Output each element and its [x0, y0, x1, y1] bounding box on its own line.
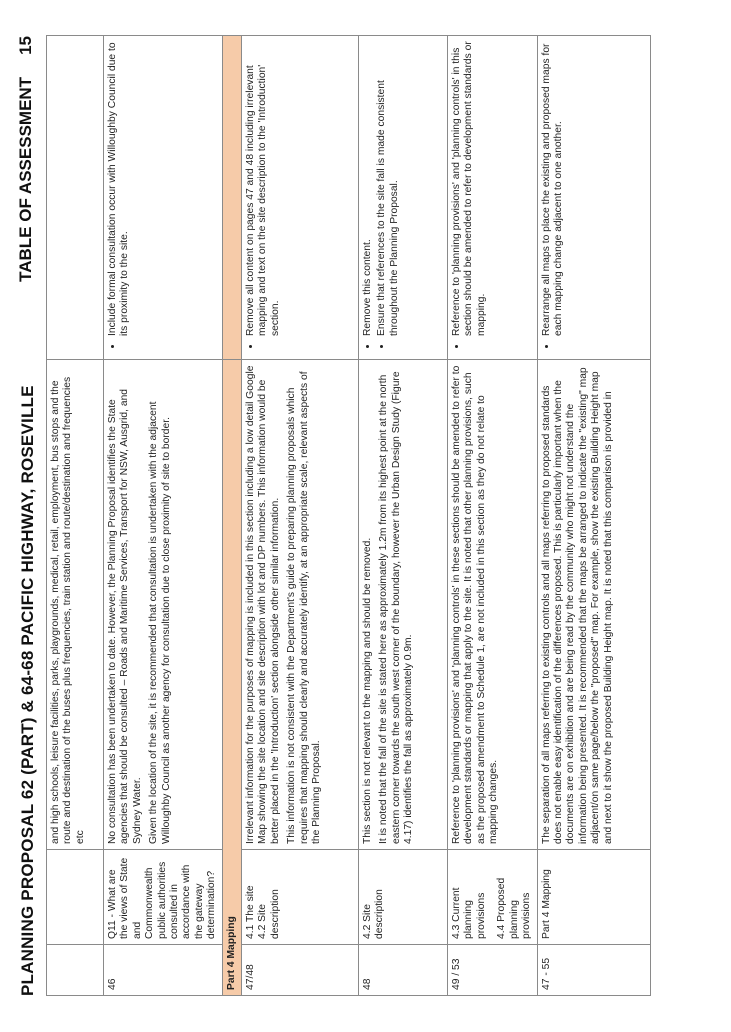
section-heading-blank [222, 36, 241, 360]
comment-cell [448, 360, 537, 850]
page-header [6, 36, 46, 996]
recommendation-cell [359, 36, 448, 360]
item-text: 4.1 The site [245, 885, 257, 939]
page-ref-cell [47, 945, 104, 996]
comment-text: No consultation has been undertaken to date. However, the Planning Proposal identifies the State agencies that should be consulted – Roads and Maritime Services, Transport for NSW, Ausgrid, and Sydney Water. [107, 388, 143, 844]
page-ref-cell: 47/48 [242, 945, 359, 996]
comment-cell [104, 360, 223, 850]
item-cell [242, 850, 359, 945]
comment-text: Given the location of the site, it is recommended that consultation is undertaken with the adjacent Willoughby Council as another agency for consultation due to close proximity of site to border. [148, 401, 172, 844]
page-ref-cell: 46 [104, 945, 223, 996]
recommendation-cell [242, 36, 359, 360]
comment-cell [359, 360, 448, 850]
comment-text: Irrelevant information for the purposes of mapping is included in this section including a low detail Google Map showing the site location and site description with lot and DP numbers. This information would be better placed in the 'Introduction' section alongside other similar information. [245, 365, 281, 844]
item-text: 4.4 Proposed planning provisions [496, 877, 533, 939]
item-cell [448, 850, 537, 945]
recommendation-bullet: • Rearrange all maps to place the existing and proposed maps for each mapping change adjacent to one another. [541, 41, 566, 336]
item-cell: Q11 - What are the views of State and Commonwealth public authorities consulted in accordance with the gateway determination? [104, 850, 223, 945]
comment-text: and high schools, leisure facilities, parks, playgrounds, medical, retail, employment, bus stops and the route and destination of the buses plus frequencies, train station and route/destination and frequencies etc [50, 376, 86, 844]
table-row [104, 36, 223, 996]
table-row [537, 36, 650, 996]
comment-text: Reference to 'planning provisions' and 'planning controls' in these sections should be amended to refer to development standards or mapping that apply to the site. It is noted that other planning provisions, such as the proposed amendment to Schedule 1, are not included in this section as they do not relate to mapping changes. [451, 365, 500, 844]
page-ref-cell: 47 - 55 [537, 945, 650, 996]
table-row [47, 36, 104, 996]
comment-cell [47, 360, 104, 850]
recommendation-bullet: • Ensure that references to the site fall is made consistent throughout the Planning Proposal. [376, 41, 401, 336]
item-cell: Part 4 Mapping [537, 850, 650, 945]
comment-cell [242, 360, 359, 850]
comment-text: This information is not consistent with the Department's guide to preparing planning proposals which requires that mapping should clearly and accurately identify, at an appropriate scale, relevant aspects of the Planning Proposal. [286, 371, 323, 844]
table-row [242, 36, 359, 996]
item-text: 4.2 Site description [257, 889, 281, 939]
item-cell [47, 850, 104, 945]
section-title: TABLE OF ASSESSMENT [16, 76, 35, 282]
recommendation-cell [47, 36, 104, 360]
recommendation-cell [448, 36, 537, 360]
table-row [448, 36, 537, 996]
page-ref-cell: 49 / 53 [448, 945, 537, 996]
recommendation-bullet: • Include formal consultation occur with Willoughby Council due to its proximity to the site. [107, 41, 132, 336]
recommendation-bullet: • Reference to 'planning provisions' and 'planning controls' in this section should be amended to refer to development standards or mapping. [451, 41, 488, 336]
assessment-table [46, 35, 651, 996]
recommendation-bullet: • Remove all content on pages 47 and 48 including irrelevant mapping and text on the site description to the 'Introduction' section. [245, 41, 282, 336]
header-right [16, 36, 36, 282]
item-text: 4.3 Current planning provisions [451, 887, 487, 939]
comment-text: It is noted that the fall of the site is stated here as approximately 1.2m from its highest point at the north eastern corner towards the south west corner of the boundary, however the Urban Design Study (Figure 4.17) identifies the fall as approximately 0.9m. [378, 371, 415, 844]
item-cell: 4.2 Site description [359, 850, 448, 945]
recommendation-cell [537, 36, 650, 360]
recommendation-bullet: • Remove this content. [362, 41, 374, 336]
section-heading: Part 4 Mapping [222, 360, 241, 996]
page-ref-cell: 48 [359, 945, 448, 996]
comment-text: The separation of all maps referring to existing controls and all maps referring to proposed standards does not enable easy identification of the differences proposed. This is particularly important when the documents are on exhibition and are being read by the community who might not understand the information being presented. It is recommended that the maps be arranged to indicate the "existing" map adjacent/on same page/below the "proposed" map. For example, show the existing Building Height map and next to it show the proposed Building Height map. It is noted that this comparison is provided in [540, 367, 614, 844]
page-number: 15 [16, 36, 35, 55]
section-heading-row [222, 36, 241, 996]
recommendation-cell [104, 36, 223, 360]
table-row [359, 36, 448, 996]
comment-text: This section is not relevant to the mapping and should be removed. [362, 537, 374, 844]
comment-cell [537, 360, 650, 850]
document-title: PLANNING PROPOSAL 62 (PART) & 64-68 PACIFIC HIGHWAY, ROSEVILLE [18, 385, 37, 996]
